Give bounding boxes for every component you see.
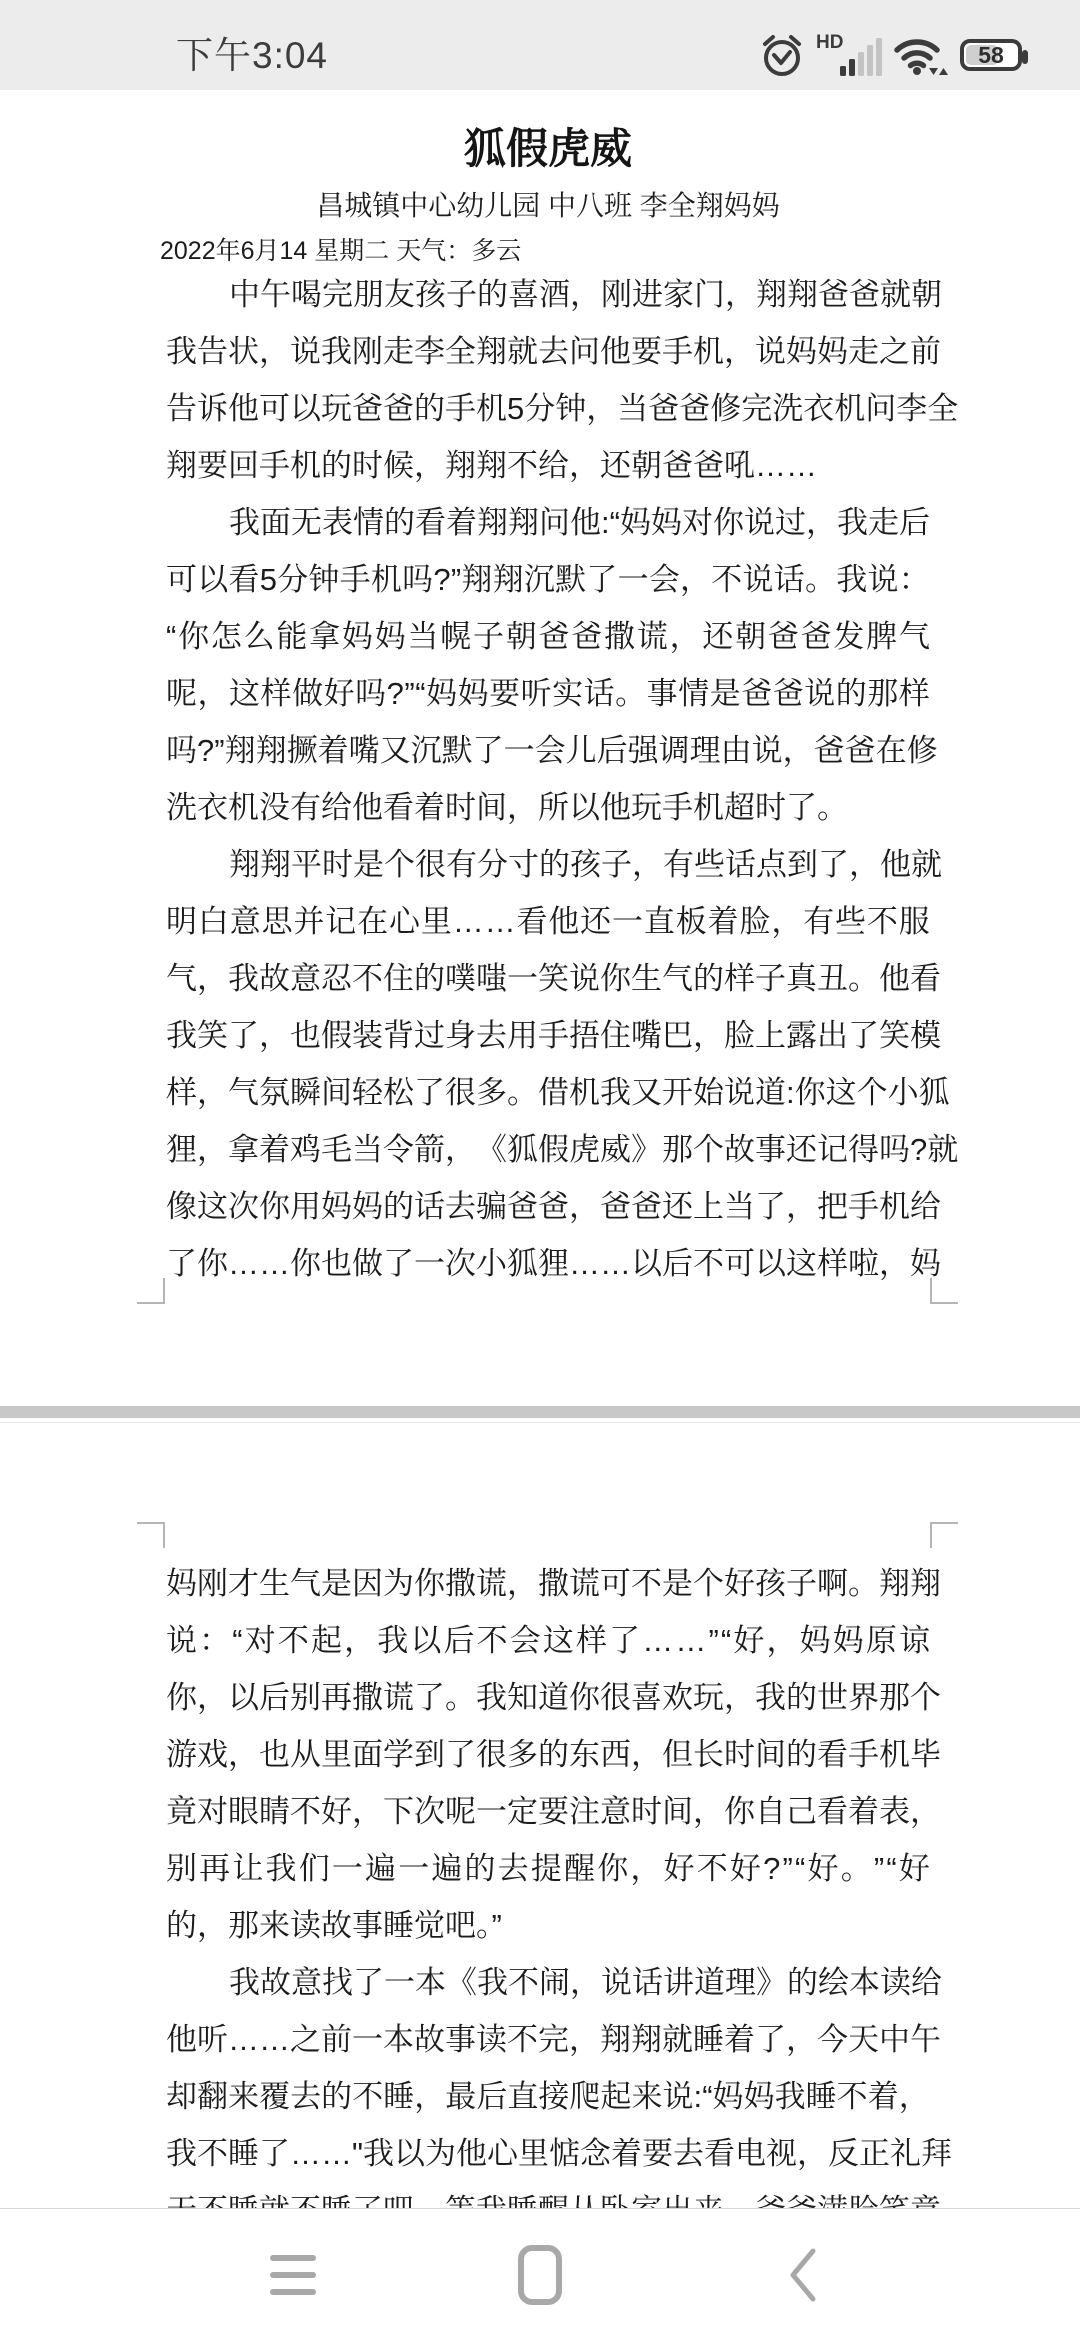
nav-bar bbox=[0, 2208, 1080, 2340]
text-line: 吗 ? ” 翔 翔 撅 着 嘴 又 沉 默 了 一 会 儿 后 强 调 理 由 说 ， 爸 爸 在 修 bbox=[166, 733, 938, 768]
signal-bars bbox=[840, 38, 882, 76]
text-line: 告 诉 他 可 以 玩 爸 爸 的 手 机 5 分 钟 ， 当 爸 爸 修 完 洗 衣 机 问 李 全 bbox=[166, 391, 959, 426]
text-line: 我 不 睡 了 … … " 我 以 为 他 心 里 惦 念 着 要 去 看 电 视 ， 反 正 礼 拜 bbox=[166, 2136, 953, 2171]
hd-label: HD bbox=[816, 32, 844, 53]
back-icon bbox=[790, 2248, 816, 2302]
cellular-signal-icon bbox=[816, 30, 882, 80]
status-time: 下午3:04 bbox=[176, 35, 329, 76]
page-separator bbox=[0, 1406, 1080, 1418]
page-margin-mark bbox=[930, 1278, 958, 1304]
battery-tip bbox=[1022, 50, 1028, 64]
text-line: 别 再 让 我 们 一 遍 一 遍 的 去 提 醒 你 ， 好 不 好 ? ” “ 好 。 ” “ 好 bbox=[166, 1851, 930, 1886]
text-line: 中 午 喝 完 朋 友 孩 子 的 喜 酒 ， 刚 进 家 门 ， 翔 翔 爸 爸 就 朝 bbox=[229, 277, 942, 312]
document-viewport[interactable] bbox=[0, 90, 1080, 2208]
page-edge-line bbox=[0, 1422, 1080, 1423]
recents-icon bbox=[270, 2255, 316, 2295]
text-line: 游 戏 ， 也 从 里 面 学 到 了 很 多 的 东 西 ， 但 长 时 间 的 看 手 机 毕 bbox=[166, 1737, 941, 1772]
text-line: 了 你 … … 你 也 做 了 一 次 小 狐 狸 … … 以 后 不 可 以 这 样 啦 ， 妈 bbox=[166, 1246, 941, 1281]
page-margin-mark bbox=[137, 1278, 165, 1304]
text-line: 却 翻 来 覆 去 的 不 睡 ， 最 后 直 接 爬 起 来 说 : “ 妈 妈 我 睡 不 着 ， bbox=[166, 2079, 930, 2114]
text-line: 气 ， 我 故 意 忍 不 住 的 噗 嗤 一 笑 说 你 生 气 的 样 子 真 丑 。 他 看 bbox=[166, 961, 941, 996]
text-line: 竟 对 眼 睛 不 好 ， 下 次 呢 一 定 要 注 意 时 间 ， 你 自 己 看 着 表 ， bbox=[166, 1794, 941, 1829]
text-line: 明 白 意 思 并 记 在 心 里 … … 看 他 还 一 直 板 着 脸 ， 有 些 不 服 bbox=[166, 904, 930, 939]
text-line: 呢 ， 这 样 做 好 吗 ? ” “ 妈 妈 要 听 实 话 。 事 情 是 爸 爸 说 的 那 样 bbox=[166, 676, 930, 711]
home-button[interactable] bbox=[480, 2209, 600, 2341]
text-line: 我 面 无 表 情 的 看 着 翔 翔 问 他 : “ 妈 妈 对 你 说 过 ， 我 走 后 bbox=[229, 505, 930, 540]
text-line: 妈 刚 才 生 气 是 因 为 你 撒 谎 ， 撒 谎 可 不 是 个 好 孩 子 啊 。 翔 翔 bbox=[166, 1566, 941, 1601]
back-button[interactable] bbox=[743, 2209, 863, 2341]
date-line: 2022年6月14 星期二 天气：多云 bbox=[160, 237, 522, 265]
text-line: 说 ： “ 对 不 起 ， 我 以 后 不 会 这 样 了 … … ” “ 好 ， 妈 妈 原 谅 bbox=[166, 1623, 930, 1658]
page-margin-mark bbox=[930, 1522, 958, 1548]
text-line: “ 你 怎 么 能 拿 妈 妈 当 幌 子 朝 爸 爸 撒 谎 ， 还 朝 爸 爸 发 脾 气 bbox=[166, 619, 930, 654]
text-line: 他 听 … … 之 前 一 本 故 事 读 不 完 ， 翔 翔 就 睡 着 了 ， 今 天 中 午 bbox=[166, 2022, 941, 2057]
alarm-clock-icon bbox=[760, 31, 804, 79]
text-line: 可 以 看 5 分 钟 手 机 吗 ? ” 翔 翔 沉 默 了 一 会 ， 不 说 话 。 我 说 ： bbox=[166, 562, 930, 597]
text-line: 我 告 状 ， 说 我 刚 走 李 全 翔 就 去 问 他 要 手 机 ， 说 妈 妈 走 之 前 bbox=[166, 334, 941, 369]
byline: 昌城镇中心幼儿园 中八班 李全翔妈妈 bbox=[316, 190, 780, 221]
recents-button[interactable] bbox=[233, 2209, 353, 2341]
text-line: 你 ， 以 后 别 再 撒 谎 了 。 我 知 道 你 很 喜 欢 玩 ， 我 的 世 界 那 个 bbox=[166, 1680, 941, 1715]
battery-icon bbox=[960, 39, 1022, 71]
page-margin-mark bbox=[137, 1522, 165, 1548]
text-line: 样 ， 气 氛 瞬 间 轻 松 了 很 多 。 借 机 我 又 开 始 说 道 : 你 这 个 小 狐 bbox=[166, 1075, 950, 1110]
wifi-icon bbox=[894, 33, 948, 77]
battery-percent: 58 bbox=[978, 41, 1004, 68]
text-line: 我 故 意 找 了 一 本 《 我 不 闹 ， 说 话 讲 道 理 》 的 绘 本 读 给 bbox=[229, 1965, 942, 2000]
text-line: 狸 ， 拿 着 鸡 毛 当 令 箭 ， 《 狐 假 虎 威 》 那 个 故 事 还 记 得 吗 ? 就 bbox=[166, 1132, 959, 1167]
status-icons bbox=[760, 26, 1022, 84]
text-line: 翔要回手机的时候，翔翔不给，还朝爸爸吼…… bbox=[166, 448, 817, 483]
text-line: 洗衣机没有给他看着时间，所以他玩手机超时了。 bbox=[166, 790, 848, 825]
page-2-body bbox=[166, 1555, 953, 2239]
status-bar bbox=[0, 0, 1080, 90]
page-1-body bbox=[166, 266, 959, 1292]
text-line: 翔 翔 平 时 是 个 很 有 分 寸 的 孩 子 ， 有 些 话 点 到 了 ， 他 就 bbox=[229, 847, 942, 882]
text-line: 我 笑 了 ， 也 假 装 背 过 身 去 用 手 捂 住 嘴 巴 ， 脸 上 露 出 了 笑 模 bbox=[166, 1018, 941, 1053]
text-line: 像 这 次 你 用 妈 妈 的 话 去 骗 爸 爸 ， 爸 爸 还 上 当 了 ， 把 手 机 给 bbox=[166, 1189, 941, 1224]
home-icon bbox=[518, 2245, 562, 2305]
text-line: 的，那来读故事睡觉吧。” bbox=[166, 1908, 502, 1943]
page-title: 狐假虎威 bbox=[463, 125, 632, 172]
